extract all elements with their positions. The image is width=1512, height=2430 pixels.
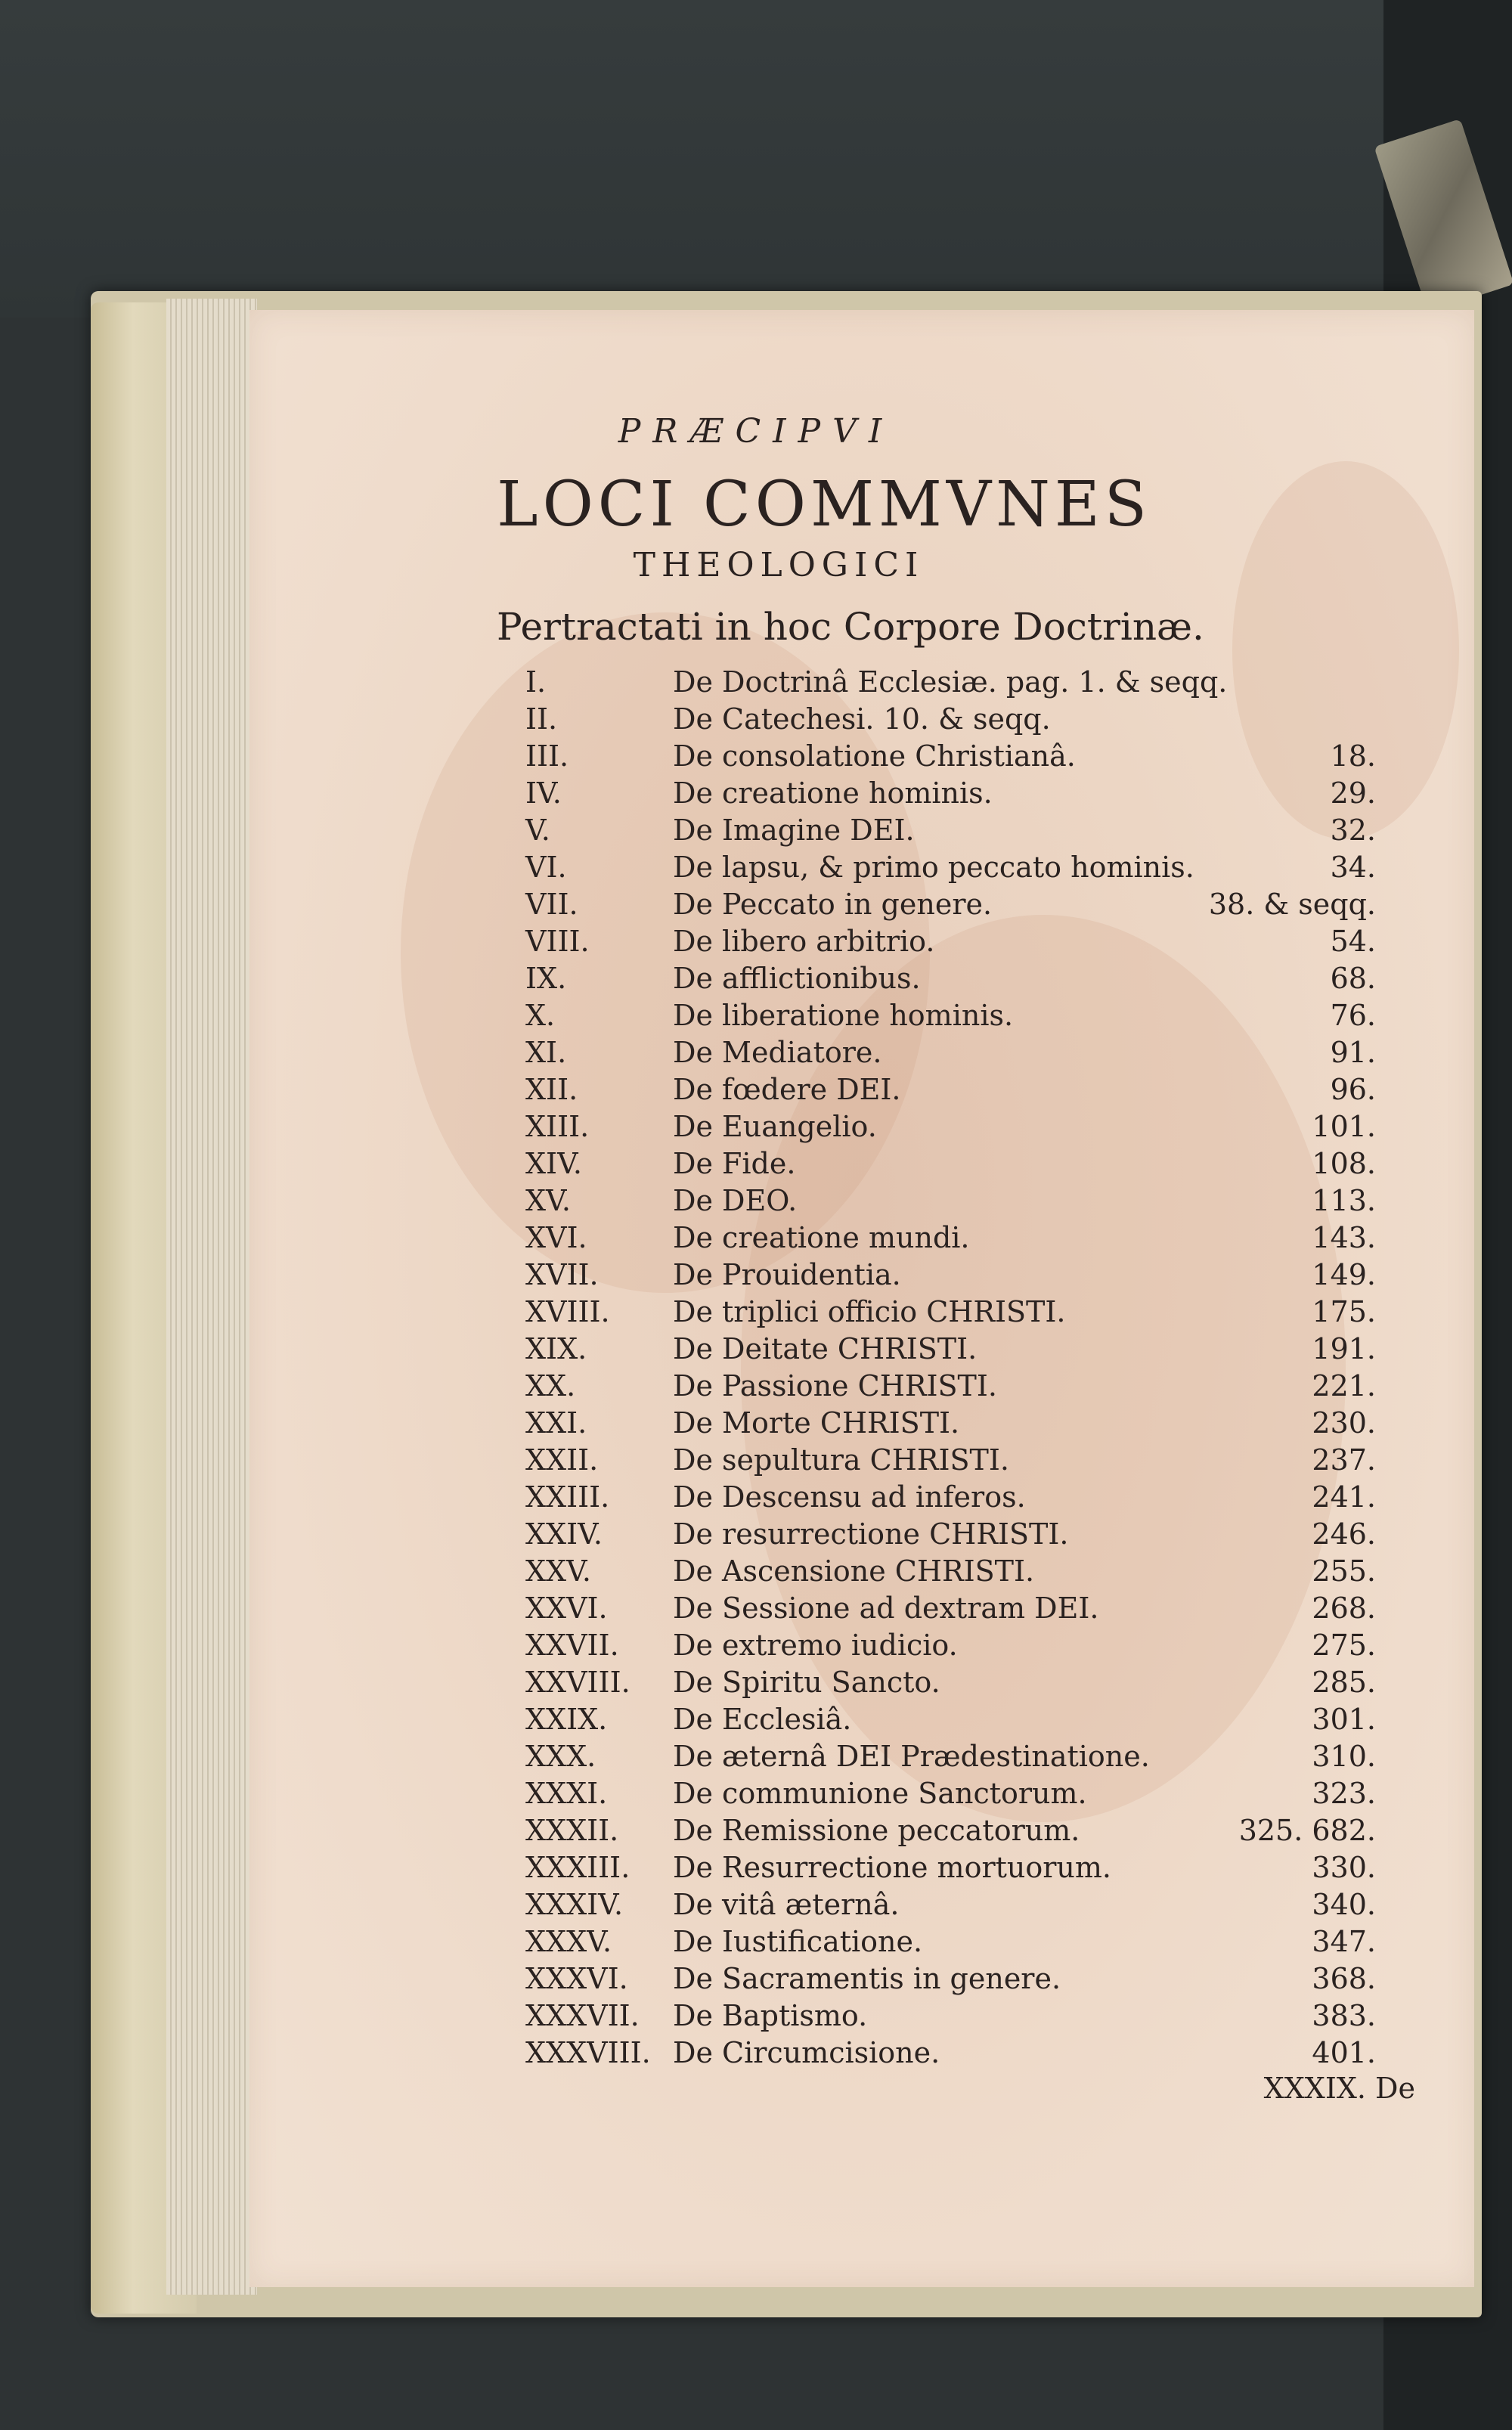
entry-page: 347. (1312, 1925, 1376, 1958)
entry-page: 91. (1330, 1036, 1376, 1069)
entry-page: 325. 682. (1238, 1814, 1376, 1847)
entry-number: XIII. (525, 1110, 590, 1143)
entry-number: XXV. (525, 1554, 591, 1588)
toc-entry (0, 1554, 1512, 1592)
entry-title: De libero arbitrio. (673, 925, 935, 958)
entry-title: De liberatione hominis. (673, 999, 1014, 1032)
entry-page: 340. (1312, 1888, 1376, 1921)
entry-page: 268. (1312, 1592, 1376, 1625)
header-line-3: THEOLOGICI (633, 546, 925, 584)
entry-page: 76. (1330, 999, 1376, 1032)
entry-number: I. (525, 665, 547, 699)
entry-title: De vitâ æternâ. (673, 1888, 900, 1921)
entry-title: De triplici officio CHRISTI. (673, 1295, 1066, 1328)
entry-title: De Ecclesiâ. (673, 1703, 852, 1736)
toc-entry (0, 1332, 1512, 1370)
entry-number: X. (525, 999, 556, 1032)
entry-page: 230. (1312, 1406, 1376, 1440)
entry-title: De Iustificatione. (673, 1925, 923, 1958)
entry-title: De Sessione ad dextram DEI. (673, 1592, 1099, 1625)
entry-title: De lapsu, & primo peccato hominis. (673, 851, 1194, 884)
entry-number: XXXVIII. (525, 2036, 651, 2069)
entry-page: 237. (1312, 1443, 1376, 1477)
entry-page: 54. (1330, 925, 1376, 958)
entry-page: 68. (1330, 962, 1376, 995)
toc-entry (0, 1036, 1512, 1074)
entry-number: XXVIII. (525, 1666, 631, 1699)
entry-number: XXVI. (525, 1592, 608, 1625)
entry-title: De Peccato in genere. (673, 888, 993, 921)
toc-entry (0, 1740, 1512, 1778)
entry-number: IV. (525, 776, 562, 810)
toc-entry (0, 1999, 1512, 2037)
entry-title: De Fide. (673, 1147, 796, 1180)
entry-title: De afflictionibus. (673, 962, 921, 995)
entry-title: De resurrectione CHRISTI. (673, 1517, 1069, 1551)
toc-entry (0, 1073, 1512, 1111)
entry-page: 101. (1312, 1110, 1376, 1143)
entry-number: VIII. (525, 925, 590, 958)
entry-title: De Catechesi. 10. & seqq. (673, 702, 1051, 736)
entry-page: 108. (1312, 1147, 1376, 1180)
toc-entry (0, 1888, 1512, 1926)
page-title: LOCI COMMVNES (497, 469, 1151, 541)
entry-page: 401. (1312, 2036, 1376, 2069)
entry-page: 34. (1330, 851, 1376, 884)
catchword: XXXIX. De (1263, 2072, 1415, 2105)
toc-entry (0, 1295, 1512, 1333)
entry-title: De extremo iudicio. (673, 1629, 958, 1662)
entry-number: VI. (525, 851, 567, 884)
header-subtitle: Pertractati in hoc Corpore Doctrinæ. (497, 605, 1204, 649)
entry-number: XXVII. (525, 1629, 619, 1662)
entry-number: II. (525, 702, 558, 736)
entry-title: De Spiritu Sancto. (673, 1666, 940, 1699)
toc-entry (0, 1703, 1512, 1740)
toc-entry (0, 1962, 1512, 2000)
entry-page: 330. (1312, 1851, 1376, 1884)
entry-title: De DEO. (673, 1184, 798, 1217)
entry-page: 143. (1312, 1221, 1376, 1254)
entry-title: De Circumcisione. (673, 2036, 940, 2069)
entry-page: 38. & seqq. (1208, 888, 1376, 921)
entry-title: De Ascensione CHRISTI. (673, 1554, 1035, 1588)
toc-entry (0, 888, 1512, 925)
toc-entry (0, 1629, 1512, 1666)
entry-page: 310. (1312, 1740, 1376, 1773)
toc-entry (0, 1369, 1512, 1407)
entry-page: 113. (1312, 1184, 1376, 1217)
toc-entry (0, 1592, 1512, 1629)
entry-title: De Mediatore. (673, 1036, 882, 1069)
entry-page: 323. (1312, 1777, 1376, 1810)
header-line-1: PRÆCIPVI (618, 412, 894, 451)
toc-entry (0, 1517, 1512, 1555)
entry-number: XXIV. (525, 1517, 603, 1551)
toc-entry (0, 1147, 1512, 1185)
toc-entry (0, 851, 1512, 888)
entry-number: XXXIII. (525, 1851, 631, 1884)
entry-number: V. (525, 814, 550, 847)
entry-number: VII. (525, 888, 578, 921)
entry-page: 149. (1312, 1258, 1376, 1291)
entry-title: De sepultura CHRISTI. (673, 1443, 1009, 1477)
toc-entry (0, 1110, 1512, 1148)
toc-entry (0, 1925, 1512, 1963)
entry-page: 241. (1312, 1480, 1376, 1514)
entry-page: 175. (1312, 1295, 1376, 1328)
entry-page: 383. (1312, 1999, 1376, 2032)
toc-entry (0, 999, 1512, 1037)
entry-page: 221. (1312, 1369, 1376, 1403)
toc-entry (0, 1258, 1512, 1296)
entry-number: IX. (525, 962, 567, 995)
toc-entry (0, 1480, 1512, 1518)
entry-title: De Baptismo. (673, 1999, 868, 2032)
dark-background (0, 0, 1512, 318)
entry-title: De Deitate CHRISTI. (673, 1332, 978, 1365)
entry-number: XVII. (525, 1258, 599, 1291)
toc-entry (0, 1406, 1512, 1444)
entry-number: XII. (525, 1073, 578, 1106)
entry-page: 301. (1312, 1703, 1376, 1736)
entry-page: 275. (1312, 1629, 1376, 1662)
toc-entry (0, 962, 1512, 1000)
entry-title: De Doctrinâ Ecclesiæ. pag. 1. & seqq. (673, 665, 1228, 699)
entry-number: XXI. (525, 1406, 587, 1440)
entry-page: 191. (1312, 1332, 1376, 1365)
entry-number: XVI. (525, 1221, 587, 1254)
entry-title: De Remissione peccatorum. (673, 1814, 1080, 1847)
entry-number: XXIX. (525, 1703, 608, 1736)
entry-page: 285. (1312, 1666, 1376, 1699)
entry-number: III. (525, 739, 569, 773)
entry-title: De Sacramentis in genere. (673, 1962, 1061, 1995)
entry-title: De fœdere DEI. (673, 1073, 901, 1106)
entry-number: XX. (525, 1369, 576, 1403)
entry-page: 246. (1312, 1517, 1376, 1551)
entry-number: XXXII. (525, 1814, 619, 1847)
entry-number: XXXVII. (525, 1999, 640, 2032)
entry-page: 368. (1312, 1962, 1376, 1995)
entry-number: XXX. (525, 1740, 596, 1773)
entry-title: De creatione mundi. (673, 1221, 970, 1254)
toc-entry (0, 739, 1512, 777)
entry-title: De Morte CHRISTI. (673, 1406, 960, 1440)
toc-entry (0, 1666, 1512, 1703)
entry-title: De Resurrectione mortuorum. (673, 1851, 1112, 1884)
entry-title: De communione Sanctorum. (673, 1777, 1087, 1810)
entry-number: XIV. (525, 1147, 582, 1180)
toc-entry (0, 665, 1512, 703)
toc-entry (0, 2036, 1512, 2074)
entry-page: 18. (1330, 739, 1376, 773)
entry-number: XXXIV. (525, 1888, 624, 1921)
toc-entry (0, 776, 1512, 814)
entry-title: De Imagine DEI. (673, 814, 915, 847)
entry-page: 255. (1312, 1554, 1376, 1588)
entry-number: XXXI. (525, 1777, 608, 1810)
toc-entry (0, 1184, 1512, 1222)
entry-title: De consolatione Christianâ. (673, 739, 1076, 773)
entry-number: XIX. (525, 1332, 587, 1365)
entry-title: De Euangelio. (673, 1110, 877, 1143)
toc-entry (0, 1443, 1512, 1481)
toc-entry (0, 1814, 1512, 1852)
entry-title: De Passione CHRISTI. (673, 1369, 997, 1403)
entry-title: De æternâ DEI Prædestinatione. (673, 1740, 1150, 1773)
toc-entry (0, 1777, 1512, 1815)
entry-page: 32. (1330, 814, 1376, 847)
toc-entry (0, 702, 1512, 740)
entry-number: XXXVI. (525, 1962, 628, 1995)
entry-page: 29. (1330, 776, 1376, 810)
entry-number: XV. (525, 1184, 571, 1217)
toc-entry (0, 1221, 1512, 1259)
entry-title: De Prouidentia. (673, 1258, 901, 1291)
toc-entry (0, 1851, 1512, 1889)
entry-number: XXII. (525, 1443, 599, 1477)
entry-title: De creatione hominis. (673, 776, 993, 810)
toc-entry (0, 814, 1512, 851)
entry-page: 96. (1330, 1073, 1376, 1106)
entry-number: XXXV. (525, 1925, 612, 1958)
toc-entry (0, 925, 1512, 962)
entry-number: XVIII. (525, 1295, 610, 1328)
entry-title: De Descensu ad inferos. (673, 1480, 1026, 1514)
entry-number: XXIII. (525, 1480, 610, 1514)
entry-number: XI. (525, 1036, 567, 1069)
